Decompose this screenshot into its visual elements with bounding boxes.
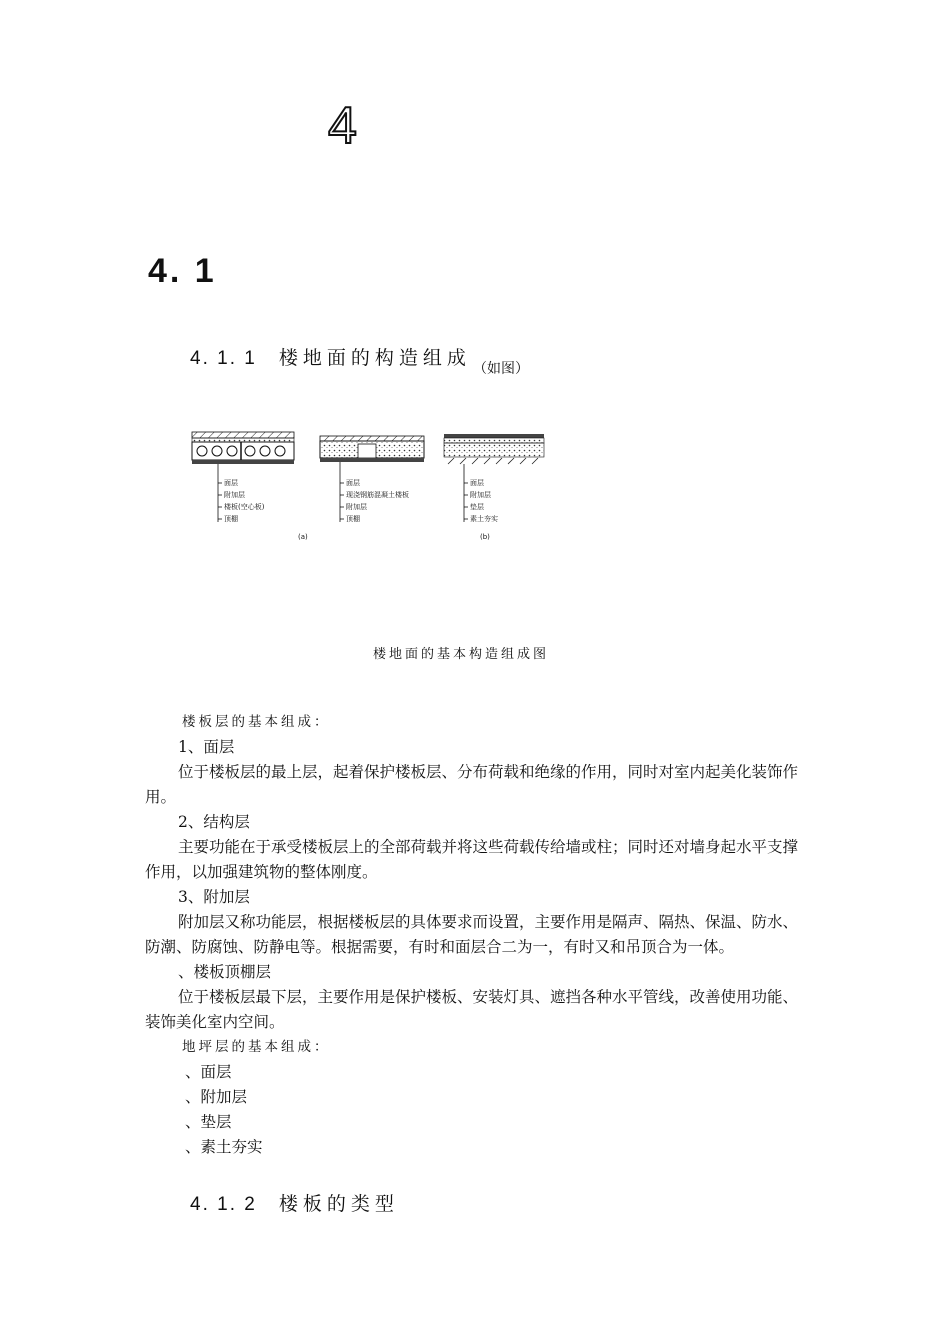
subsection-title-2: 楼板的类型 xyxy=(278,1194,399,1215)
figure-reference-note: （如图） xyxy=(473,361,529,377)
label-mid-2: 现浇钢筋混凝土楼板 xyxy=(346,491,409,499)
label-a-1: 面层 xyxy=(224,479,238,487)
subsection-number-2: 4. 1. 2 xyxy=(190,1194,257,1215)
label-b-3: 垫层 xyxy=(470,503,484,511)
subsection-heading-2 xyxy=(190,1195,399,1214)
ground-item-2: 、附加层 xyxy=(185,1088,248,1106)
label-a-2: 附加层 xyxy=(224,491,245,499)
item-title-3: 3、附加层 xyxy=(178,888,250,906)
subsection-heading-1 xyxy=(190,349,471,368)
ground-item-1: 、面层 xyxy=(185,1063,232,1081)
body-content xyxy=(145,710,810,1160)
item-text-3: 附加层又称功能层，根据楼板层的具体要求而设置，主要作用是隔声、隔热、保温、防水、防潮、防腐蚀、防静电等。根据需要，有时和面层合二为一，有时又和吊顶合为一体。 xyxy=(145,913,799,956)
ground-group-label: 地坪层的基本组成： xyxy=(182,1039,331,1055)
figure-caption: 楼地面的基本构造组成图 xyxy=(373,647,550,662)
diagram-a xyxy=(192,432,308,541)
label-mid-4: 顶棚 xyxy=(346,515,360,523)
item-title-2: 2、结构层 xyxy=(178,813,250,831)
label-b-2: 附加层 xyxy=(470,491,491,499)
tag-b: (b) xyxy=(480,533,490,541)
item-title-4: 、楼板顶棚层 xyxy=(178,963,272,981)
floor-group-label: 楼板层的基本组成： xyxy=(182,714,331,730)
label-mid-3: 附加层 xyxy=(346,503,367,511)
label-a-4: 顶棚 xyxy=(224,515,238,523)
section-number: 4. 1 xyxy=(148,252,217,290)
item-text-2: 主要功能在于承受楼板层上的全部荷载并将这些荷载传给墙或柱；同时还对墙身起水平支撑作用，以加强建筑物的整体刚度。 xyxy=(145,838,799,881)
item-title-1: 1、面层 xyxy=(178,738,235,756)
label-mid-1: 面层 xyxy=(346,479,360,487)
chapter-number: 4 xyxy=(328,97,357,155)
diagram-mid xyxy=(320,436,424,523)
label-b-1: 面层 xyxy=(470,479,484,487)
floor-construction-diagram xyxy=(188,424,548,554)
tag-a: (a) xyxy=(298,533,308,541)
item-text-1: 位于楼板层的最上层，起着保护楼板层、分布荷载和绝缘的作用，同时对室内起美化装饰作用。 xyxy=(145,763,799,806)
label-a-3: 楼板(空心板) xyxy=(224,503,265,511)
ground-item-3: 、垫层 xyxy=(185,1113,232,1131)
subsection-number: 4. 1. 1 xyxy=(190,348,257,369)
label-b-4: 素土夯实 xyxy=(470,515,498,523)
subsection-title: 楼地面的构造组成 xyxy=(278,348,471,369)
item-text-4: 位于楼板层最下层，主要作用是保护楼板、安装灯具、遮挡各种水平管线，改善使用功能、装饰美化室内空间。 xyxy=(145,988,799,1031)
diagram-b xyxy=(444,434,544,541)
ground-item-4: 、素土夯实 xyxy=(185,1138,263,1156)
